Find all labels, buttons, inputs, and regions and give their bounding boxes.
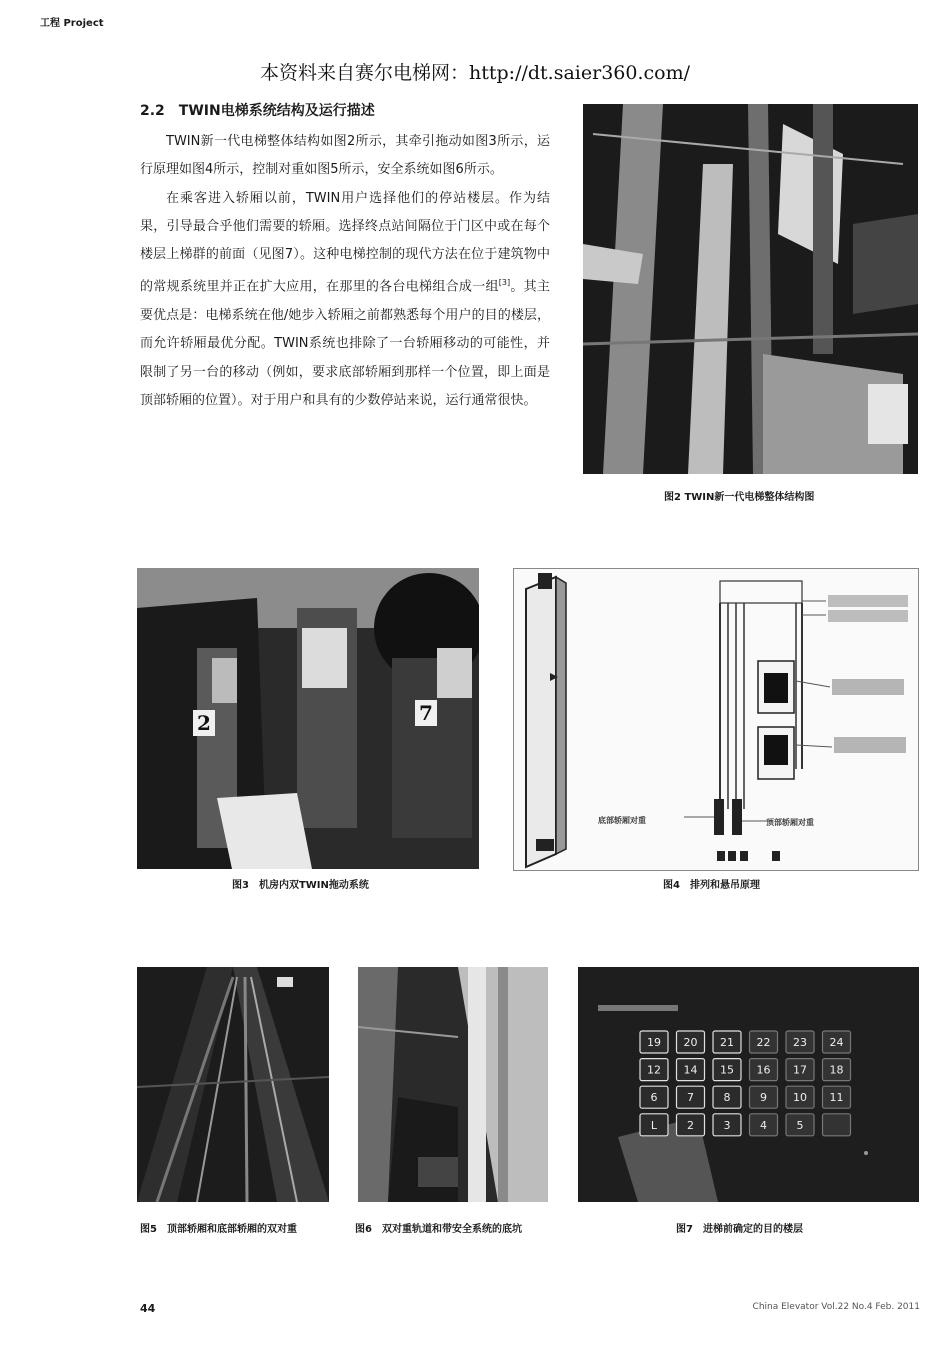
figure-2-caption: 图2 TWIN新一代电梯整体结构图 [664,492,815,503]
keypad-button [823,1114,851,1136]
body-text [140,128,550,415]
label-bottom-counterweight: 底部轿厢对重 [598,816,646,825]
keypad-button-label: 10 [793,1091,807,1105]
paragraph-2 [140,185,550,416]
figure-7-photo [578,967,919,1202]
keypad-button-label: 15 [720,1063,734,1077]
keypad-button-label: 6 [650,1091,658,1105]
figure-5-caption: 图5 顶部轿厢和底部轿厢的双对重 [140,1224,297,1235]
figure-5-photo [137,967,329,1202]
paragraph-1: TWIN新一代电梯整体结构如图2所示，其牵引拖动如图3所示，运行原理如图4所示，控制对重如图5所示，安全系统如图6所示。 [140,134,550,178]
paragraph-2-main: 在乘客进入轿厢以前，TWIN用户选择他们的停站楼层。作为结果，引导最合乎他们需要的轿厢。选择终点站间隔位于门区中或在每个楼层上梯群的前面（见图7）。这种电梯控制的现代方法在位于建筑物中的常规系统里并正在扩大应用，在那里的各台电梯组合成一组 [140,190,550,295]
keypad-button-label: 3 [723,1118,731,1132]
keypad-button-label: 18 [829,1063,844,1077]
keypad-button-label: 11 [829,1091,844,1105]
keypad-button-label: 16 [756,1063,771,1077]
figure-4-diagram [513,568,919,871]
figure-3-label-7: 7 [419,701,433,725]
figure-7-caption: 图7 进梯前确定的目的楼层 [676,1224,803,1235]
keypad-button-label: 21 [720,1036,734,1049]
keypad-button-label: 22 [756,1036,771,1049]
figure-3-caption: 图3 机房内双TWIN拖动系统 [232,880,369,891]
figure-3-photo [137,568,479,869]
figure-2-photo [583,104,918,474]
journal-info: China Elevator Vol.22 No.4 Feb. 2011 [752,1302,920,1312]
keypad-button-label: 9 [760,1091,767,1105]
keypad-button-label: 5 [796,1118,804,1132]
figure-6-caption: 图6 双对重轨道和带安全系统的底坑 [355,1224,522,1235]
keypad-button-label: 4 [760,1118,767,1132]
keypad-button-label: 8 [723,1091,731,1105]
keypad-button-label: 12 [647,1063,661,1077]
keypad-button-label: 17 [793,1063,807,1077]
keypad-button-label: 2 [687,1118,694,1132]
source-line: 本资料来自赛尔电梯网：http://dt.saier360.com/ [260,62,690,84]
citation-ref: [3] [498,278,511,288]
keypad-button-label: 23 [793,1036,807,1049]
label-top-counterweight: 顶部轿厢对重 [766,818,814,827]
figure-6-photo [358,967,548,1202]
keypad-button-label: 19 [647,1036,661,1049]
keypad-button-label: 14 [683,1063,698,1077]
keypad-button-label: 24 [829,1036,844,1049]
keypad-button-label: L [650,1118,658,1132]
section-heading: 2.2 TWIN电梯系统结构及运行描述 [140,103,375,119]
keypad-button-label: 20 [683,1036,698,1049]
paragraph-2-rest: 。其主要优点是：电梯系统在他/她步入轿厢之前都熟悉每个用户的目的楼层，而允许轿厢最优分配。TWIN系统也排除了一台轿厢移动的可能性，并限制了另一台的移动（例如，要求底部轿厢到那样一个位置，即上面是顶部轿厢的位置）。对于用户和具有的少数停站来说，运行通常很快。 [140,279,550,408]
keypad-button-label: 7 [687,1091,694,1105]
figure-3-label-2: 2 [197,711,211,735]
figure-4-caption: 图4 排列和悬吊原理 [663,880,760,891]
header-tag: 工程 Project [40,18,104,29]
page-number: 44 [140,1302,156,1315]
